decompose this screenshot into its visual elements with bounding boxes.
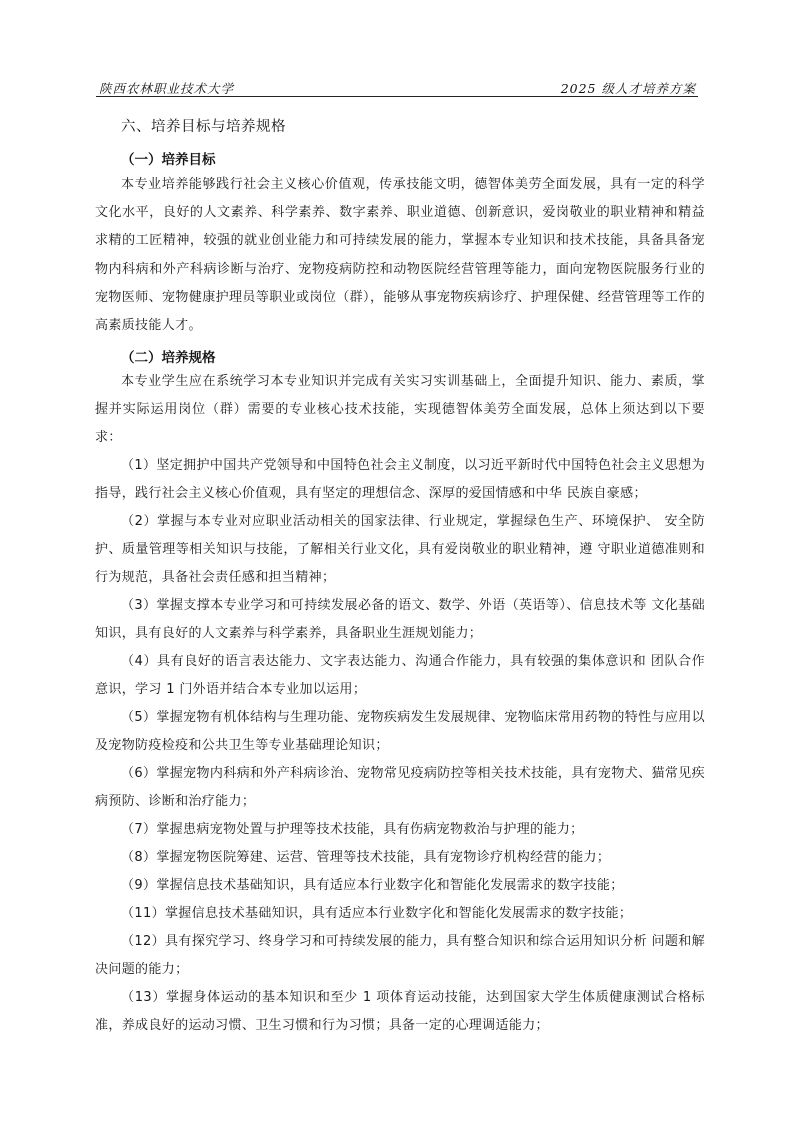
spec-item: （6）掌握宠物内科病和外产科病诊治、宠物常见疫病防控等相关技术技能，具有宠物犬、猫常见疾病预防、诊断和治疗能力； [95,766,705,810]
spec-item: （8）掌握宠物医院筹建、运营、管理等技术技能，具有宠物诊疗机构经营的能力； [121,850,611,865]
spec-heading: （二）培养规格 [121,350,216,366]
spec-item: （9）掌握信息技术基础知识，具有适应本行业数字化和智能化发展需求的数字技能； [121,878,624,893]
spec-intro: 本专业学生应在系统学习本专业知识并完成有关实习实训基础上，全面提升知识、能力、素质，掌握并实际运用岗位（群）需要的专业核心技术技能，实现德智体美劳全面发展，总体上须达到以下要求： [95,374,705,446]
spec-item: （5）掌握宠物有机体结构与生理功能、宠物疾病发生发展规律、宠物临床常用药物的特性与应用以及宠物防疫检疫和公共卫生等专业基础理论知识； [95,710,705,754]
page-header [96,75,698,97]
spec-item: （2）掌握与本专业对应职业活动相关的国家法律、行业规定，掌握绿色生产、环境保护、 安全防护、质量管理等相关知识与技能，了解相关行业文化，具有爱岗敬业的职业精神，遵 守职业道德准则和行为规范，具备社会责任感和担当精神； [95,514,705,586]
section-title: 六、培养目标与培养规格 [121,119,286,135]
header-divider [96,96,698,97]
spec-item: （12）具有探究学习、终身学习和可持续发展的能力，具有整合知识和综合运用知识分析 问题和解决问题的能力； [95,934,705,978]
spec-item: （3）掌握支撑本专业学习和可持续发展必备的语文、数学、外语（英语等）、信息技术等 文化基础知识，具有良好的人文素养与科学素养，具备职业生涯规划能力； [95,598,705,642]
goal-paragraph: 本专业培养能够践行社会主义核心价值观，传承技能文明，德智体美劳全面发展，具有一定的科学文化水平，良好的人文素养、科学素养、数字素养、职业道德、创新意识，爱岗敬业的职业精神和精益求精的工匠精神，较强的就业创业能力和可持续发展的能力，掌握本专业知识和技术技能，具备具备宠物内科病和外产科病诊断与治疗、宠物疫病防控和动物医院经营管理等能力，面向宠物医院服务行业的宠物医师、宠物健康护理员等职业或岗位（群），能够从事宠物疾病诊疗、护理保健、经营管理等工作的高素质技能人才。 [95,177,705,334]
header-institution: 陕西农林职业技术大学 [99,81,235,96]
spec-item: （4）具有良好的语言表达能力、文字表达能力、沟通合作能力，具有较强的集体意识和 团队合作意识，学习 1 门外语并结合本专业加以运用； [95,654,705,698]
header-doc-title: 2025 级人才培养方案 [560,81,696,96]
spec-item: （7）掌握患病宠物处置与护理等技术技能，具有伤病宠物救治与护理的能力； [121,822,584,837]
spec-item: （13）掌握身体运动的基本知识和至少 1 项体育运动技能，达到国家大学生体质健康测试合格标准，养成良好的运动习惯、卫生习惯和行为习惯；具备一定的心理调适能力； [95,990,705,1034]
spec-item: （1）坚定拥护中国共产党领导和中国特色社会主义制度，以习近平新时代中国特色社会主义思想为指导，践行社会主义核心价值观，具有坚定的理想信念、深厚的爱国情感和中华 民族自豪感； [95,458,705,502]
goal-heading: （一）培养目标 [121,152,216,168]
spec-item: （11）掌握信息技术基础知识，具有适应本行业数字化和智能化发展需求的数字技能； [121,906,633,921]
